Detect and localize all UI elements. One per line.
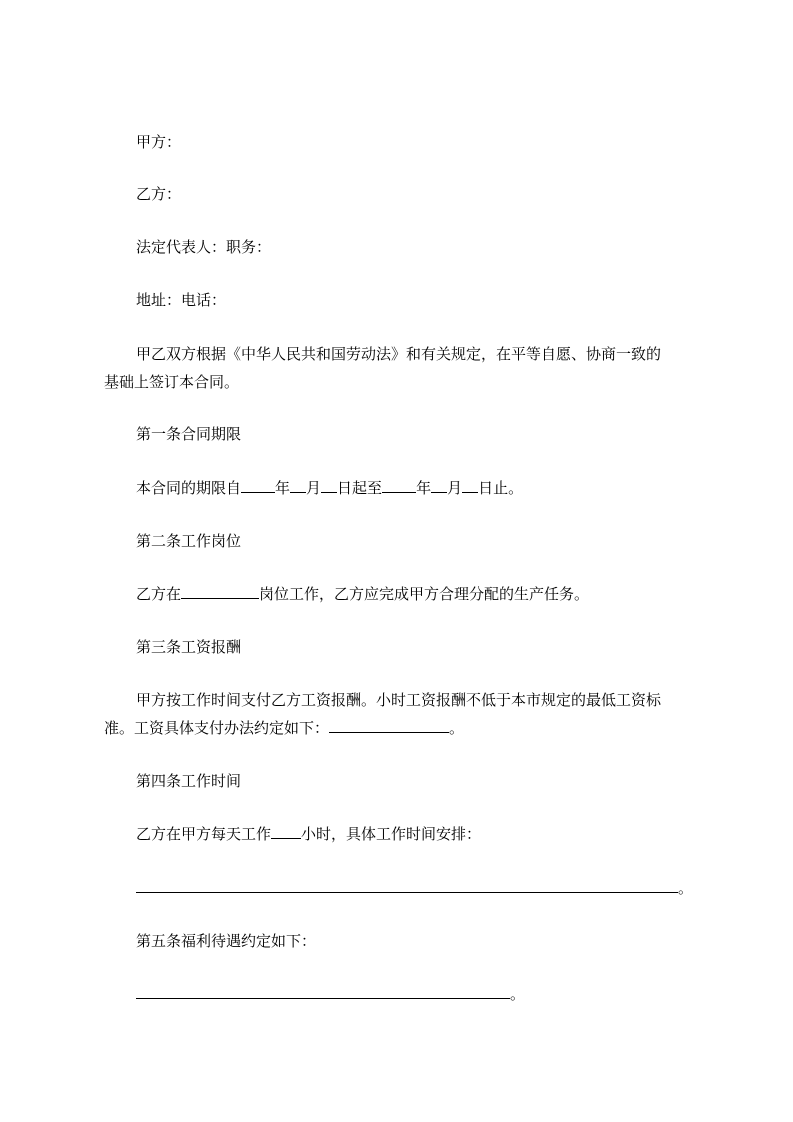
end-day-blank[interactable] — [462, 478, 478, 493]
start-year-blank[interactable] — [241, 478, 275, 493]
hours-text-start: 乙方在甲方每天工作 — [136, 825, 272, 843]
article-2-body — [136, 584, 589, 604]
article-4-body — [136, 824, 481, 844]
article-1-term — [136, 478, 523, 498]
legal-representative-label: 法定代表人：职务： — [136, 238, 272, 256]
end-year-blank[interactable] — [382, 478, 416, 493]
wage-method-blank[interactable] — [329, 718, 449, 733]
hours-blank[interactable] — [271, 824, 301, 839]
wage-text-line2 — [104, 714, 704, 742]
article-3-title: 第三条工资报酬 — [136, 638, 242, 656]
benefits-blank-line — [136, 984, 525, 1004]
wage-method-end: 。 — [449, 719, 465, 737]
term-to-label: 日起至 — [337, 479, 383, 497]
term-end-month-label: 月 — [447, 479, 463, 497]
article-5-title: 第五条福利待遇约定如下： — [136, 932, 317, 950]
schedule-blank[interactable] — [136, 878, 678, 893]
start-day-blank[interactable] — [321, 478, 337, 493]
hours-text-end: 小时，具体工作时间安排： — [301, 825, 482, 843]
benefits-blank[interactable] — [136, 984, 510, 999]
term-text-start: 本合同的期限自 — [136, 479, 242, 497]
term-month-label: 月 — [306, 479, 322, 497]
party-b-label: 乙方： — [136, 185, 182, 203]
article-3-body — [104, 686, 704, 742]
benefits-end: 。 — [510, 985, 526, 1003]
schedule-end: 。 — [678, 879, 694, 897]
position-text-end: 岗位工作，乙方应完成甲方合理分配的生产任务。 — [259, 585, 590, 603]
article-1-title: 第一条合同期限 — [136, 425, 242, 443]
wage-method-label: 准。工资具体支付办法约定如下： — [104, 719, 330, 737]
intro-law-name: 《中华人民共和国劳动法》 — [226, 345, 407, 363]
article-4-title: 第四条工作时间 — [136, 772, 242, 790]
party-a-label: 甲方： — [136, 133, 182, 151]
wage-text-line1: 甲方按工作时间支付乙方工资报酬。小时工资报酬不低于本市规定的最低工资标 — [136, 691, 662, 709]
address-phone-label: 地址：电话： — [136, 291, 227, 309]
intro-text-2: 基础上签订本合同。 — [104, 373, 240, 391]
intro-prefix: 甲乙双方根据 — [136, 345, 227, 363]
term-end-label: 日止。 — [478, 479, 524, 497]
term-year-label: 年 — [275, 479, 291, 497]
start-month-blank[interactable] — [290, 478, 306, 493]
schedule-blank-line — [136, 878, 693, 898]
intro-paragraph — [104, 340, 704, 396]
intro-text-1: 和有关规定，在平等自愿、协商一致的 — [406, 345, 662, 363]
article-2-title: 第二条工作岗位 — [136, 532, 242, 550]
end-month-blank[interactable] — [431, 478, 447, 493]
position-blank[interactable] — [181, 584, 259, 599]
position-text-start: 乙方在 — [136, 585, 182, 603]
term-end-year-label: 年 — [416, 479, 432, 497]
